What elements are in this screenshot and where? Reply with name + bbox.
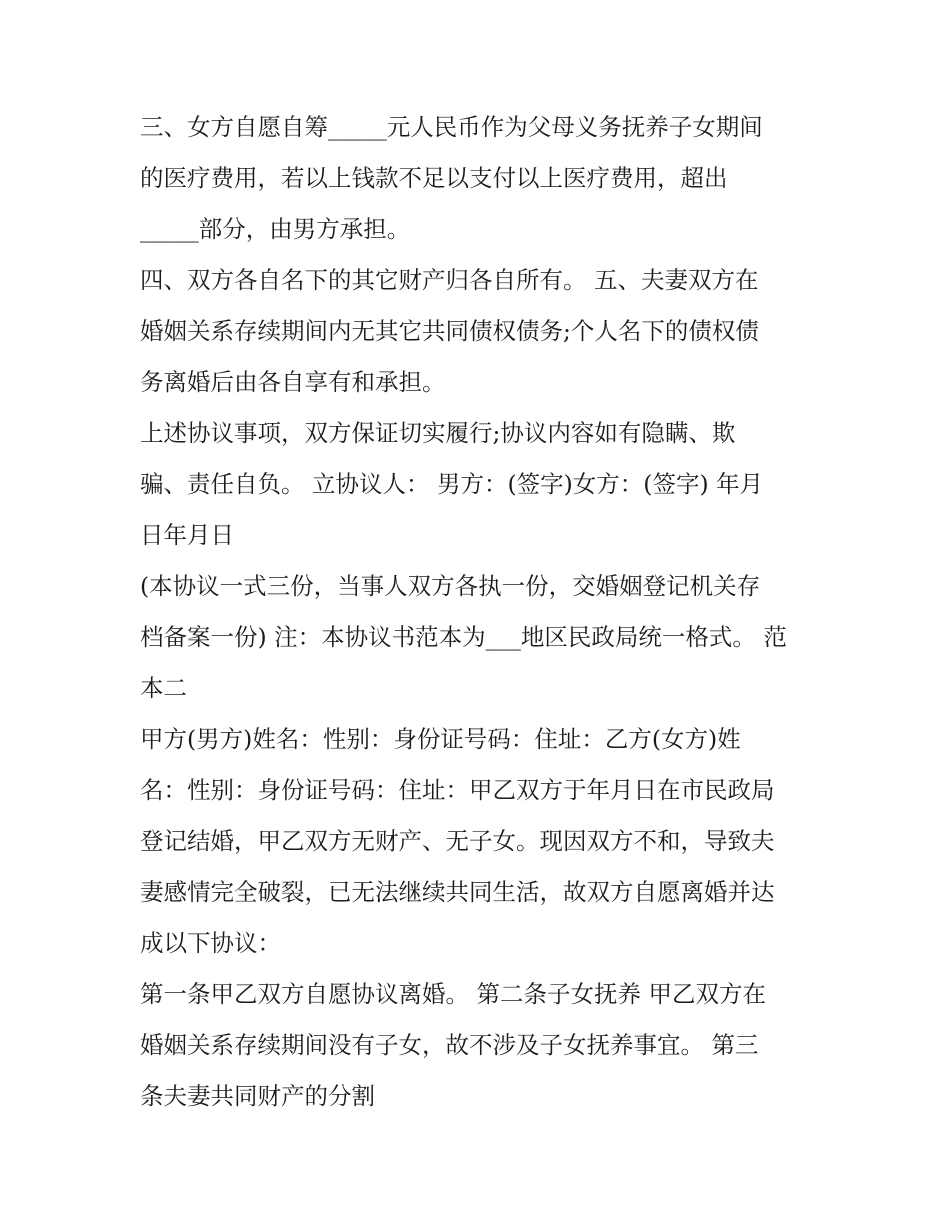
text-line: 务离婚后由各自享有和承担。 bbox=[140, 368, 446, 396]
text-line: 条夫妻共同财产的分割 bbox=[140, 1082, 375, 1110]
text-line: 档备案一份) 注：本协议书范本为___地区民政局统一格式。 范 bbox=[140, 623, 787, 651]
text-line: 第一条甲乙双方自愿协议离婚。 第二条子女抚养 甲乙双方在 bbox=[140, 980, 766, 1008]
text-line: 婚姻关系存续期间内无其它共同债权债务;个人名下的债权债 bbox=[140, 317, 759, 345]
text-line: 妻感情完全破裂，已无法继续共同生活，故双方自愿离婚并达 bbox=[140, 878, 775, 906]
document-body bbox=[140, 102, 812, 1122]
text-line: 的医疗费用，若以上钱款不足以支付以上医疗费用，超出 bbox=[140, 164, 728, 192]
text-line: 名：性别：身份证号码：住址：甲乙双方于年月日在市民政局 bbox=[140, 776, 775, 804]
text-line: 上述协议事项，双方保证切实履行;协议内容如有隐瞒、欺 bbox=[140, 419, 736, 447]
text-line: _____部分，由男方承担。 bbox=[140, 215, 411, 243]
text-line: 婚姻关系存续期间没有子女，故不涉及子女抚养事宜。 第三 bbox=[140, 1031, 759, 1059]
text-line: 骗、责任自负。 立协议人： 男方：(签字)女方：(签字) 年月 bbox=[140, 470, 764, 498]
text-line: 成以下协议： bbox=[140, 929, 281, 957]
text-line: 三、女方自愿自筹_____元人民币作为父母义务抚养子女期间 bbox=[140, 113, 763, 141]
text-line: 本二 bbox=[140, 674, 187, 702]
text-line: 日年月日 bbox=[140, 521, 234, 549]
text-line: 甲方(男方)姓名：性别：身份证号码：住址：乙方(女方)姓 bbox=[140, 725, 741, 753]
text-line: (本协议一式三份，当事人双方各执一份，交婚姻登记机关存 bbox=[140, 572, 761, 600]
text-line: 登记结婚，甲乙双方无财产、无子女。现因双方不和，导致夫 bbox=[140, 827, 775, 855]
text-line: 四、双方各自名下的其它财产归各自所有。 五、夫妻双方在 bbox=[140, 266, 759, 294]
